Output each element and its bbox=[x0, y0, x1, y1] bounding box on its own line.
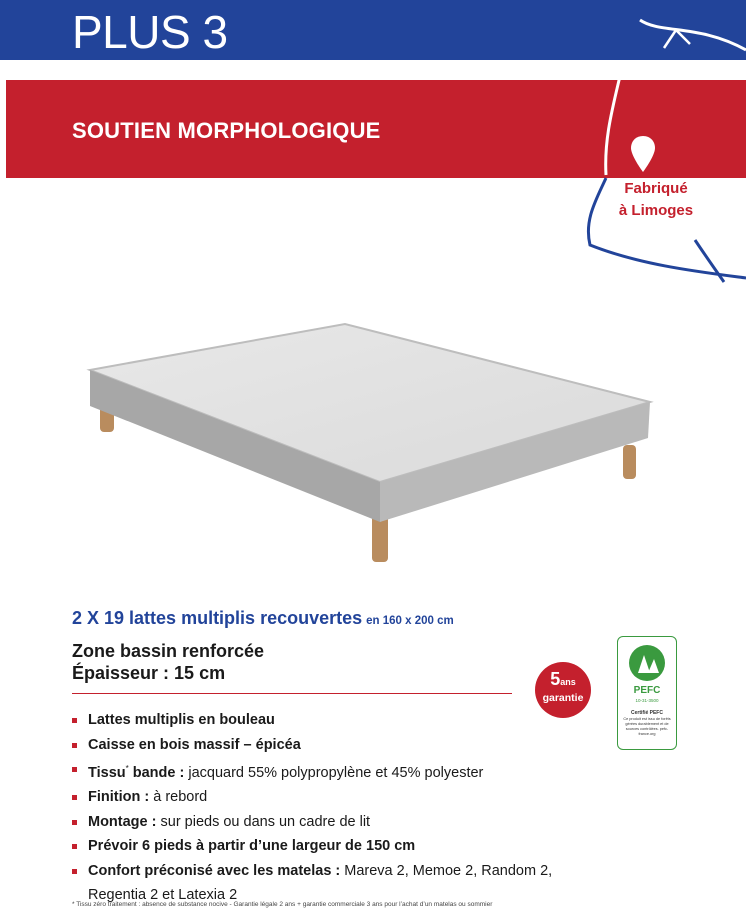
feature-value: jacquard 55% polypropylène et 45% polyester bbox=[188, 764, 484, 781]
spec-heading-size: en 160 x 200 cm bbox=[366, 615, 454, 627]
feature-label: Tissu bbox=[88, 764, 126, 781]
feature-list bbox=[72, 708, 592, 908]
feature-label: Finition : bbox=[88, 789, 154, 806]
list-item bbox=[72, 757, 592, 785]
page-title: PLUS 3 bbox=[72, 6, 228, 58]
divider bbox=[72, 693, 512, 694]
list-item bbox=[72, 810, 592, 835]
spec-zone: Zone bassin renforcée bbox=[72, 641, 265, 661]
feature-value: à rebord bbox=[153, 789, 208, 806]
warranty-unit: ans bbox=[560, 677, 576, 687]
page-subtitle: SOUTIEN MORPHOLOGIQUE bbox=[72, 118, 381, 143]
list-item bbox=[72, 834, 592, 859]
pefc-logo-text: PEFC bbox=[633, 685, 661, 696]
footnote: * Tissu zéro traitement : absence de substance nocive - Garantie légale 2 ans + garantie commerciale 3 ans pour l’achat d’un matelas ou sommier bbox=[72, 901, 493, 908]
bullet-square-icon bbox=[72, 869, 77, 874]
bullet-square-icon bbox=[72, 820, 77, 825]
list-item bbox=[72, 733, 592, 758]
spec-details bbox=[72, 640, 264, 684]
bullet-square-icon bbox=[72, 743, 77, 748]
feature-value: sur pieds ou dans un cadre de lit bbox=[160, 813, 371, 830]
list-item bbox=[72, 708, 592, 733]
feature-sup: * bbox=[125, 764, 129, 773]
made-in-line2: à Limoges bbox=[618, 202, 694, 219]
bullet-square-icon bbox=[72, 718, 77, 723]
map-pin-icon bbox=[628, 134, 658, 174]
warranty-years: 5 bbox=[550, 669, 561, 689]
feature-label2: bande : bbox=[128, 764, 189, 781]
pefc-cert: Certifié PEFC bbox=[631, 710, 663, 716]
pefc-desc: Ce produit est issu de forêts gérées durablement et de sources contrôlées. pefc-france.org bbox=[623, 717, 671, 736]
feature-label: Montage : bbox=[88, 813, 161, 830]
feature-label: Lattes multiplis en bouleau bbox=[88, 712, 275, 728]
warranty-label: garantie bbox=[542, 692, 584, 704]
pefc-certification bbox=[617, 636, 677, 750]
spec-heading bbox=[72, 608, 454, 629]
feature-label: Prévoir 6 pieds à partir d’une largeur de 150 cm bbox=[88, 838, 416, 855]
feature-label: Confort préconisé avec les matelas : bbox=[88, 862, 345, 879]
feature-label: Caisse en bois massif – épicéa bbox=[88, 736, 301, 753]
made-in-limoges bbox=[606, 178, 706, 222]
made-in-line1: Fabriqué bbox=[624, 180, 688, 197]
pefc-tree-icon bbox=[628, 643, 666, 683]
bullet-square-icon bbox=[72, 767, 77, 772]
spec-heading-main: 2 X 19 lattes multiplis recouvertes bbox=[72, 608, 363, 628]
spec-thickness: Épaisseur : 15 cm bbox=[72, 663, 226, 683]
bullet-square-icon bbox=[72, 795, 77, 800]
bullet-square-icon bbox=[72, 844, 77, 849]
bed-base-image bbox=[60, 310, 660, 570]
pefc-code: 10-31-3500 bbox=[635, 698, 659, 703]
list-item bbox=[72, 785, 592, 810]
feature-value: Mareva 2, Memoe 2, Random 2, Regentia 2 et Latexia 2 bbox=[88, 862, 553, 904]
